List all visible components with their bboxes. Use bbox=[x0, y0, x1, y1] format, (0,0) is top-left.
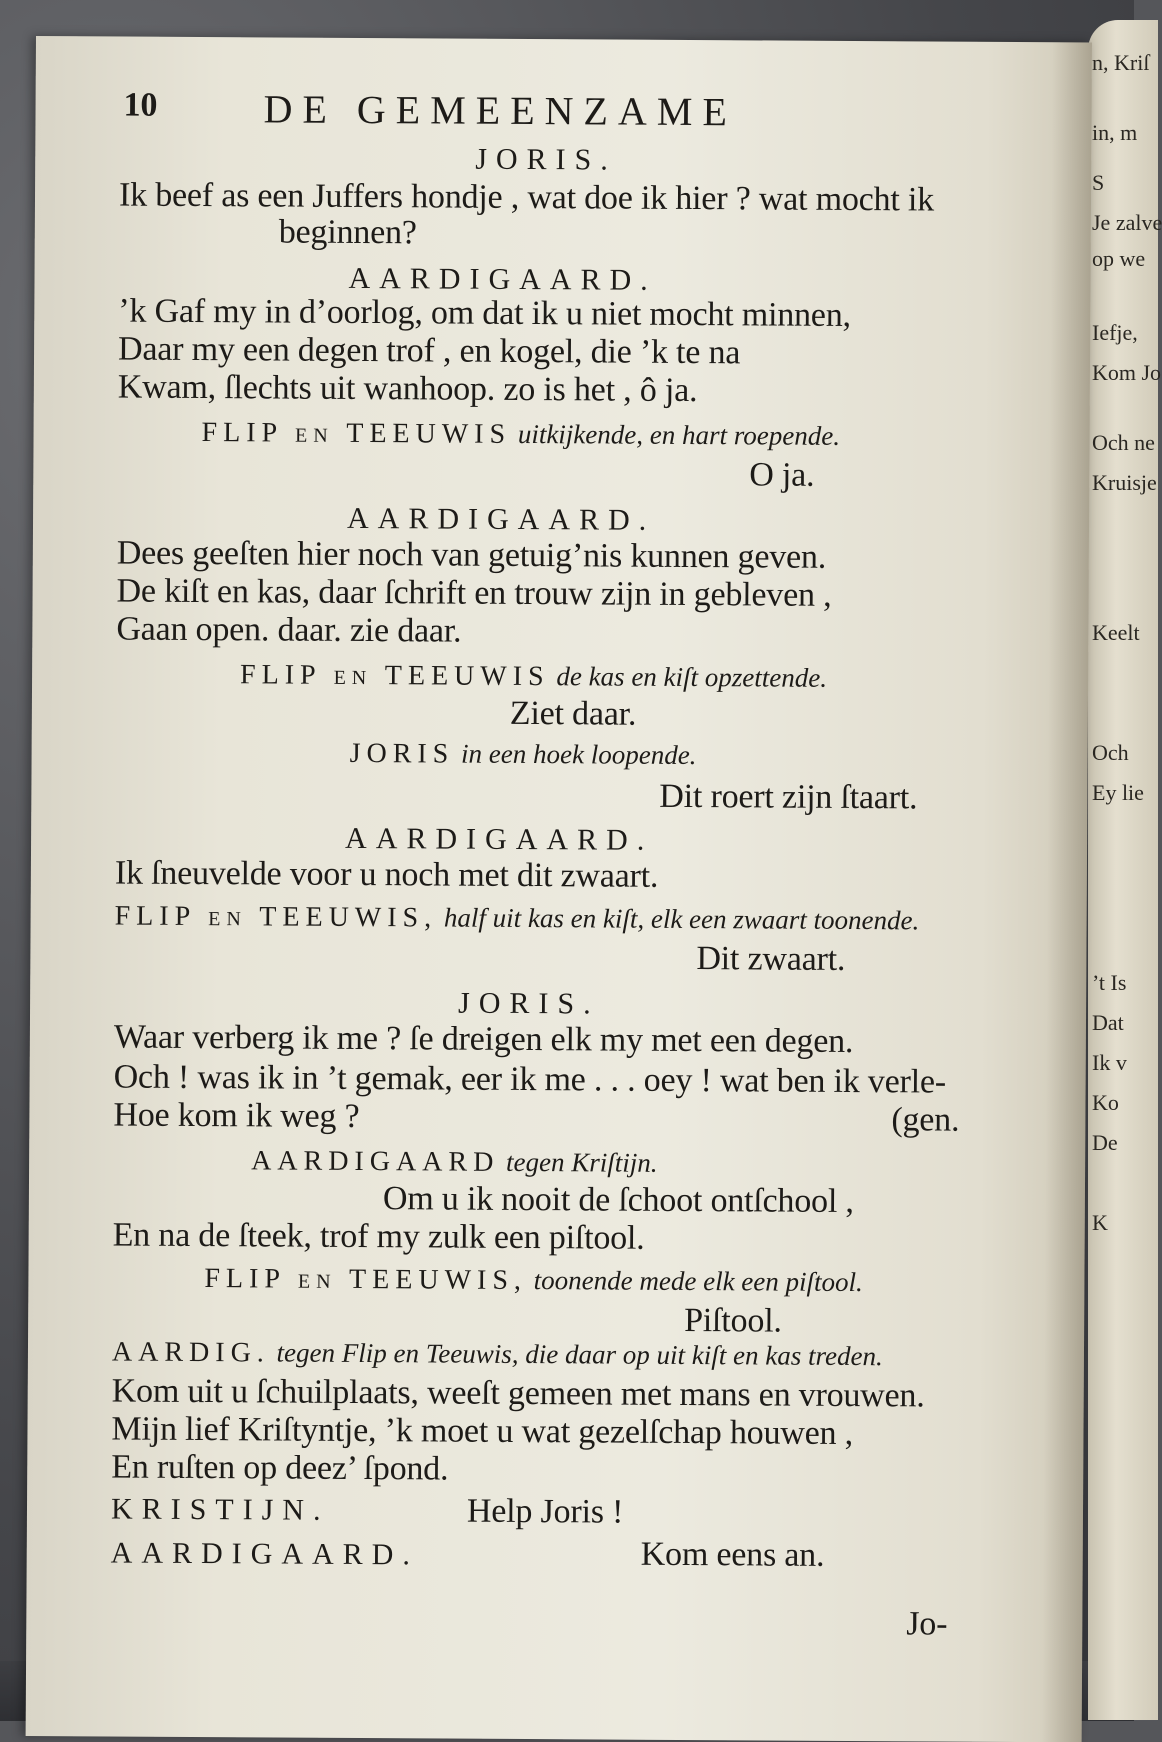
verse-line: Daar my een degen trof , en kogel, die ’k te na bbox=[117, 330, 741, 372]
stage-direction bbox=[204, 1263, 863, 1299]
verse-line: Ziet daar. bbox=[509, 694, 637, 733]
verse-line: beginnen? bbox=[278, 213, 417, 252]
verse-line: De kiſt en kas, daar ſchrift en trouw zijn in gebleven , bbox=[116, 572, 832, 614]
page-number: 10 bbox=[123, 86, 158, 124]
verse-line: Dit roert zijn ſtaart. bbox=[659, 777, 918, 817]
speaker-heading: JORIS. bbox=[457, 986, 600, 1021]
stage-direction bbox=[115, 900, 920, 937]
catchword: Jo- bbox=[906, 1605, 948, 1643]
speaker-heading: AARDIGAARD. bbox=[348, 261, 657, 297]
facing-page-fragment: ’t Is bbox=[1092, 970, 1127, 995]
verse-line: En ruſten op deez’ ſpond. bbox=[111, 1448, 449, 1488]
stage-direction-text: in een hoek loopende. bbox=[454, 738, 697, 771]
facing-page-fragment: Ey lie bbox=[1092, 780, 1144, 805]
facing-page-fragment: Kruisje bbox=[1092, 470, 1157, 495]
stage-direction-speaker: AARDIGAARD bbox=[251, 1145, 500, 1178]
speaker-heading: AARDIGAARD. bbox=[345, 821, 654, 857]
speaker-heading: AARDIGAARD. bbox=[346, 501, 656, 537]
stage-direction-text: tegen Flip en Teeuwis, die daar op uit kiſt en kas treden. bbox=[269, 1337, 883, 1372]
facing-page-fragment: Iefje, bbox=[1092, 320, 1138, 345]
stage-direction-text: tegen Kriſtijn. bbox=[499, 1146, 658, 1178]
verse-line: Piſtool. bbox=[684, 1301, 782, 1340]
facing-page-fragment: n, Kriſ bbox=[1092, 50, 1150, 75]
stage-direction-text: half uit kas en kiſt, elk een zwaart toonende. bbox=[437, 902, 920, 936]
facing-page-fragment: Kom Jo bbox=[1092, 360, 1162, 385]
verse-line: Dit zwaart. bbox=[696, 940, 846, 978]
stage-direction-text: uitkijkende, en hart roepende. bbox=[511, 418, 841, 451]
stage-direction-speaker: FLIP en TEEUWIS bbox=[201, 417, 512, 450]
verse-line: Och ! was ik in ’t gemak, eer ik me . . . oey ! wat ben ik verle- bbox=[113, 1058, 947, 1101]
facing-page-fragment: op we bbox=[1092, 246, 1146, 271]
stage-direction-speaker: JORIS bbox=[349, 737, 455, 770]
verse-line: (gen. bbox=[891, 1101, 960, 1139]
facing-page-fragment: K bbox=[1092, 1210, 1108, 1235]
stage-direction bbox=[251, 1145, 658, 1179]
verse-line: Kom eens an. bbox=[640, 1535, 825, 1574]
verse-line: Gaan open. daar. zie daar. bbox=[116, 610, 462, 650]
speaker-heading: JORIS. bbox=[475, 142, 617, 177]
stage-direction-speaker: AARDIG. bbox=[111, 1336, 270, 1369]
verse-line: Mijn lief Kriſtyntje, ’k moet u wat gezelſchap houwen , bbox=[111, 1410, 854, 1453]
verse-line: Kom uit u ſchuilplaats, weeſt gemeen met mans en vrouwen. bbox=[111, 1372, 925, 1415]
stage-direction bbox=[112, 1336, 883, 1373]
verse-line: Ik ſneuvelde voor u noch met dit zwaart. bbox=[114, 854, 659, 895]
stage-direction-speaker: FLIP en TEEUWIS bbox=[240, 659, 550, 693]
stage-direction bbox=[350, 738, 697, 772]
running-title: DE GEMEENZAME bbox=[263, 86, 737, 135]
facing-page-fragment: Dat bbox=[1092, 1010, 1124, 1035]
facing-page-fragment: De bbox=[1092, 1130, 1118, 1155]
verse-line: Dees geeſten hier noch van getuig’nis kunnen geven. bbox=[116, 534, 827, 576]
facing-page-fragment: Ko bbox=[1092, 1090, 1119, 1115]
verse-line: En na de ſteek, trof my zulk een piſtool. bbox=[112, 1216, 645, 1257]
facing-page-fragment: Keelt bbox=[1092, 620, 1140, 645]
facing-page-fragment: Ik v bbox=[1092, 1050, 1127, 1075]
stage-direction bbox=[201, 417, 840, 453]
verse-line: Ik beef as een Juffers hondje , wat doe ik hier ? wat mocht ik bbox=[118, 176, 935, 219]
facing-page bbox=[1088, 20, 1162, 1720]
speaker-heading: KRISTIJN. bbox=[110, 1492, 330, 1527]
verse-line: O ja. bbox=[749, 456, 815, 494]
facing-page-fragment: Je zalve bbox=[1092, 210, 1162, 235]
verse-line: Kwam, ſlechts uit wanhoop. zo is het , ô ja. bbox=[117, 368, 698, 410]
verse-line: Help Joris ! bbox=[466, 1492, 624, 1531]
stage-direction bbox=[240, 659, 827, 695]
facing-page-fragment: Och ne bbox=[1092, 430, 1155, 455]
stage-direction-text: de kas en kiſt opzettende. bbox=[549, 661, 828, 693]
verse-line: Waar verberg ik me ? ſe dreigen elk my met een degen. bbox=[113, 1018, 854, 1061]
verse-line: ’k Gaf my in d’oorlog, om dat ik u niet mocht minnen, bbox=[118, 292, 851, 334]
stage-direction-speaker: FLIP en TEEUWIS, bbox=[204, 1263, 528, 1297]
speaker-heading: AARDIGAARD. bbox=[110, 1536, 420, 1572]
facing-page-fragment: in, m bbox=[1092, 120, 1138, 145]
verse-line: Om u ik nooit de ſchoot ontſchool , bbox=[382, 1180, 854, 1221]
facing-page-fragment: S bbox=[1092, 170, 1105, 195]
stage-direction-text: toonende mede elk een piſtool. bbox=[526, 1265, 863, 1298]
facing-page-fragment: Och bbox=[1092, 740, 1129, 765]
stage-direction-speaker: FLIP en TEEUWIS, bbox=[114, 900, 438, 934]
verse-line: Hoe kom ik weg ? bbox=[113, 1096, 360, 1135]
book-page bbox=[26, 36, 1092, 1742]
